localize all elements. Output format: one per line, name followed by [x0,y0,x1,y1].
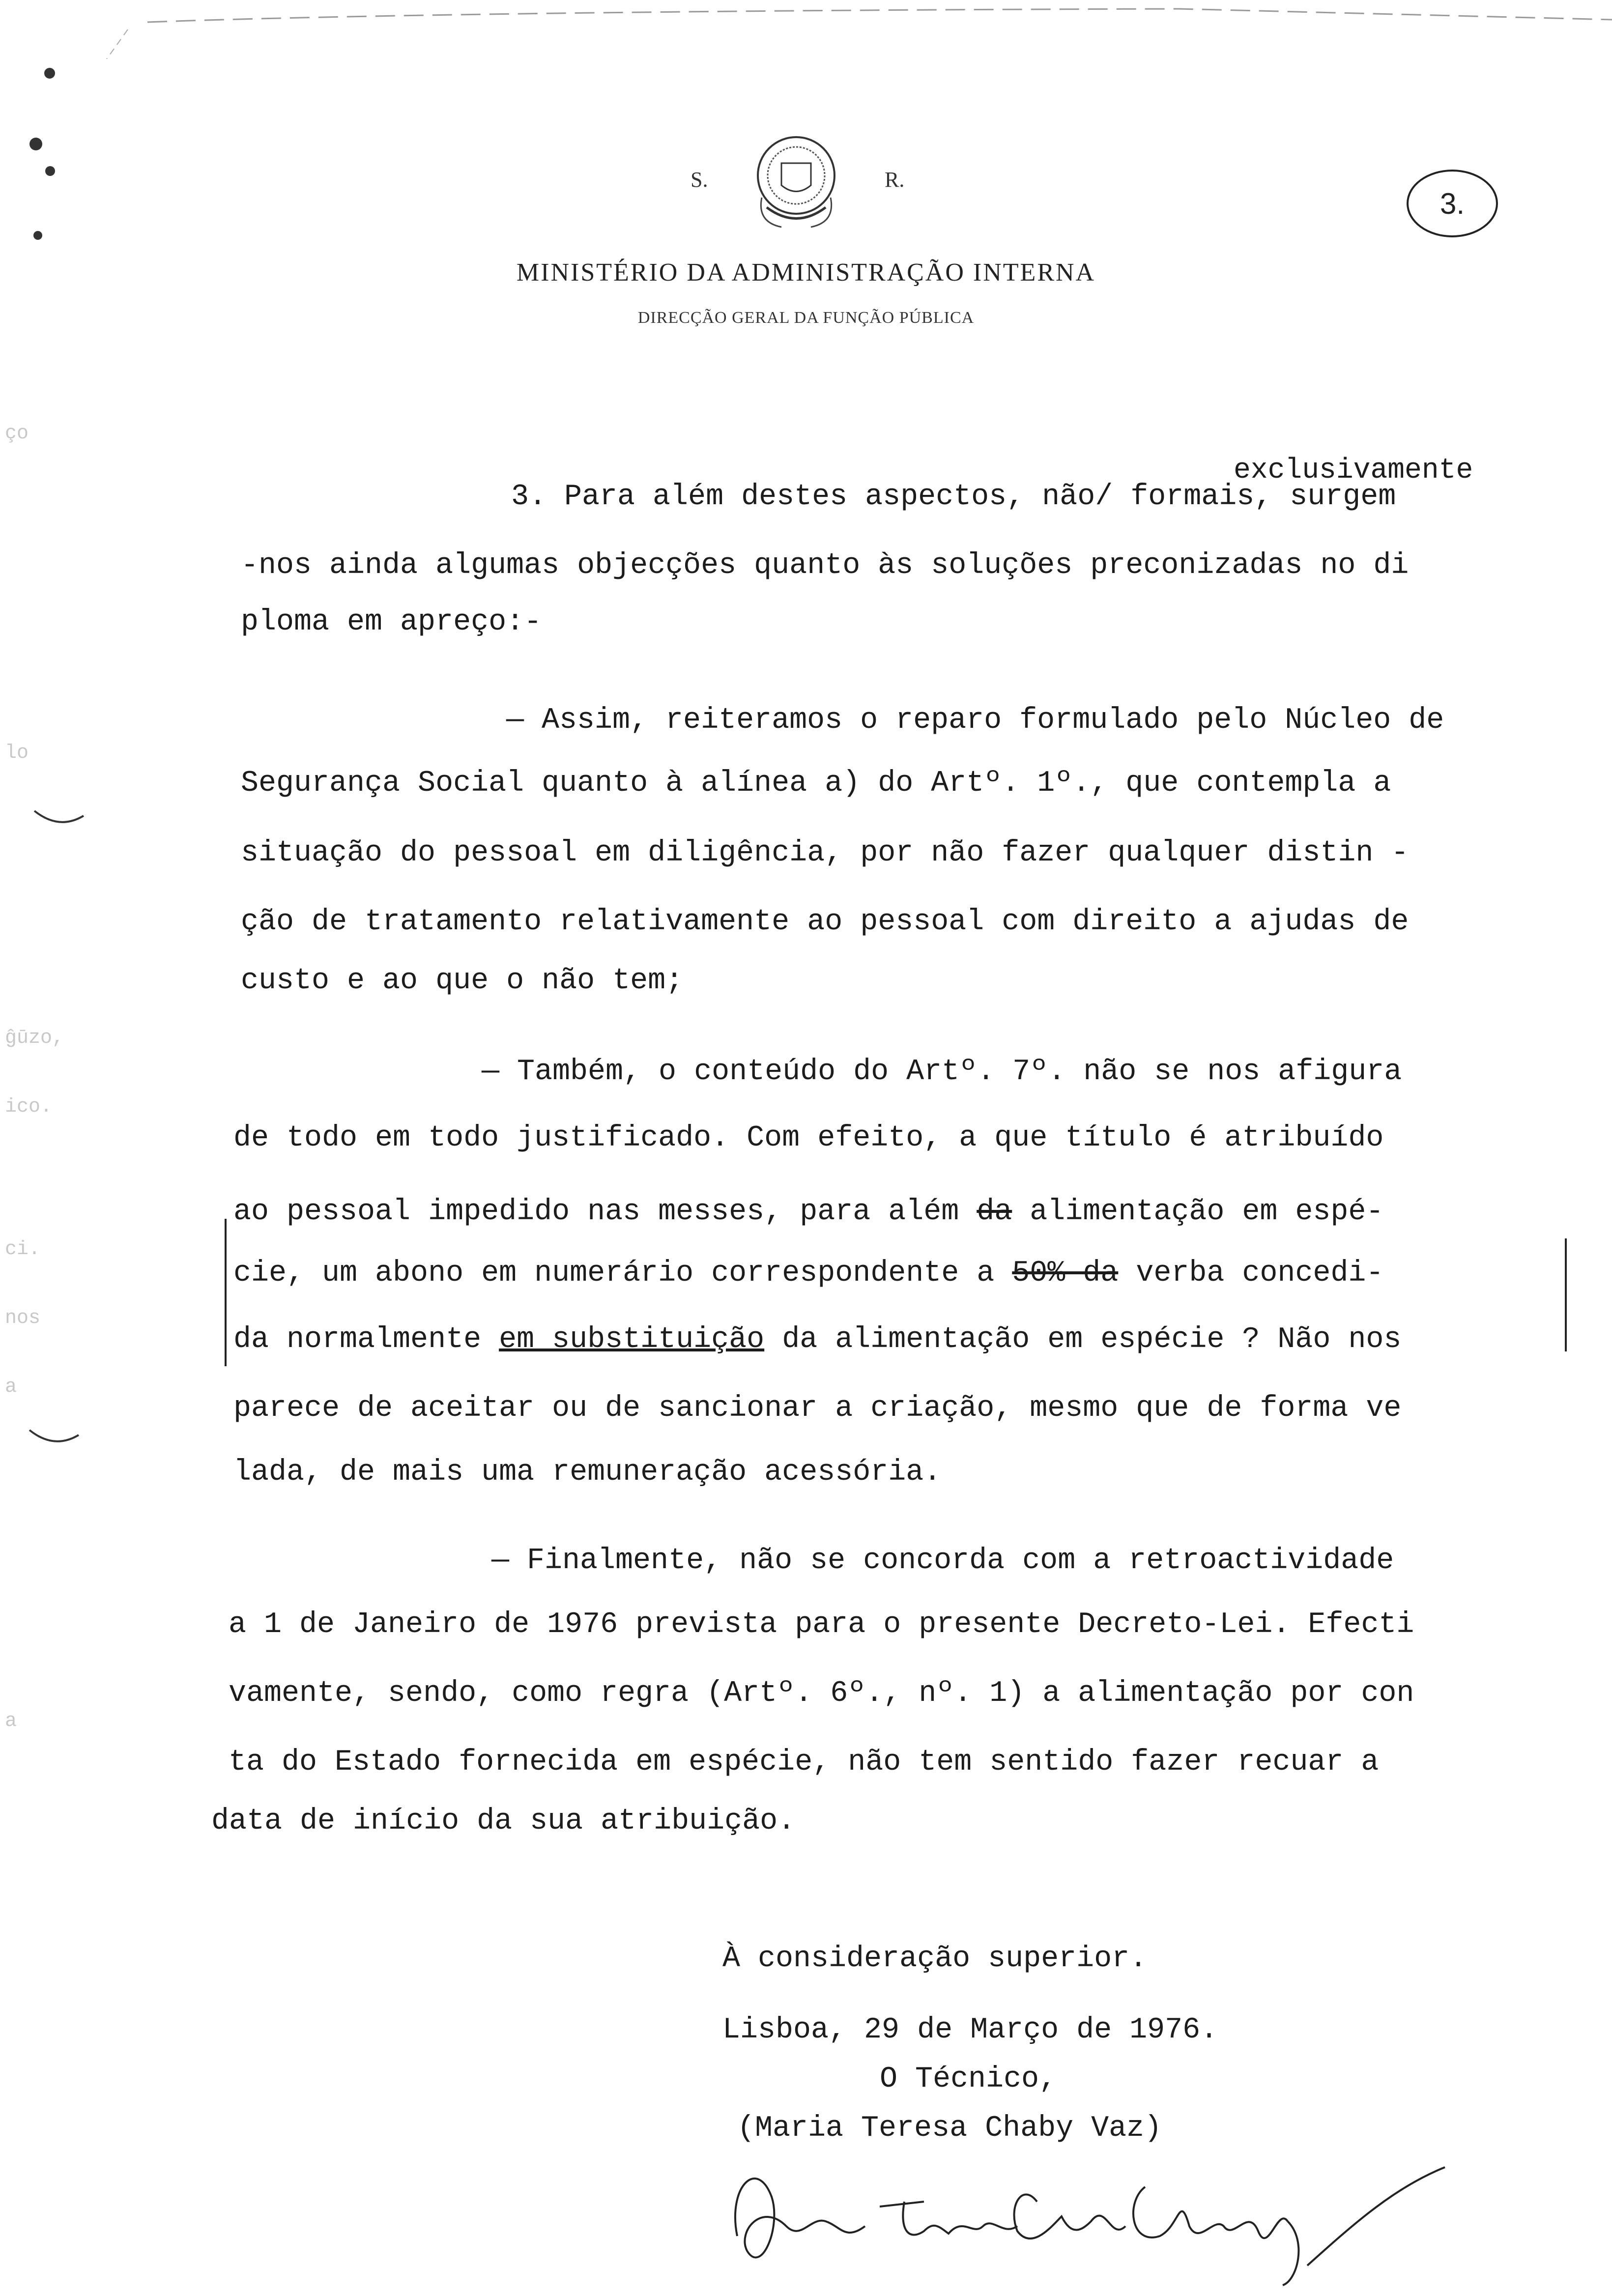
margin-fragment: a [5,1710,17,1732]
closing-place-date: Lisboa, 29 de Março de 1976. [722,2013,1218,2047]
line-text: cie, um abono em numerário correspondente a [233,1257,1012,1290]
scan-edge-artifact [0,0,1612,59]
body-line: lada, de mais uma remuneração acessória. [233,1456,942,1489]
margin-arc-mark [29,806,88,835]
body-line: data de início da sua atribuição. [211,1805,796,1838]
coat-of-arms-seal [747,129,845,242]
body-line [233,1322,1401,1357]
directorate-name: DIRECÇÃO GERAL DA FUNÇÃO PÚBLICA [637,309,975,327]
scan-speck [29,138,42,150]
body-line: a 1 de Janeiro de 1976 prevista para o presente Decreto-Lei. Efecti [229,1608,1414,1641]
ministry-name: MINISTÉRIO DA ADMINISTRAÇÃO INTERNA [516,258,1096,287]
body-line: -nos ainda algumas objecções quanto às soluções preconizadas no di [241,549,1409,582]
body-line: ção de tratamento relativamente ao pessoal com direito a ajudas de [241,905,1409,939]
margin-bracket-right [1565,1238,1567,1351]
body-line: — Assim, reiteramos o reparo formulado pelo Núcleo de [506,704,1444,737]
scan-speck [45,166,55,176]
interlinear-insertion: exclusivamente [1234,455,1473,487]
line-text: da alimentação em espécie ? Não nos [764,1323,1402,1356]
line-text: alimentação em espé- [1012,1195,1384,1229]
margin-fragment: ço [5,423,29,445]
margin-fragment: a [5,1376,17,1398]
body-line: — Também, o conteúdo do Artº. 7º. não se nos afigura [482,1055,1402,1089]
line-text: ao pessoal impedido nas messes, para além [233,1195,977,1229]
margin-arc-mark [25,1425,84,1455]
margin-fragment: lo [5,742,29,764]
body-line: Segurança Social quanto à alínea a) do Artº. 1º., que contempla a [241,767,1391,800]
body-line: vamente, sendo, como regra (Artº. 6º., nº. 1) a alimentação por con [229,1677,1414,1710]
body-line: — Finalmente, não se concorda com a retroactividade [491,1544,1394,1578]
line-text: verba concedi- [1118,1257,1384,1290]
margin-bracket-left [225,1219,227,1366]
body-line: situação do pessoal em diligência, por não fazer qualquer distin - [241,836,1409,870]
scan-speck [44,68,55,79]
body-line: parece de aceitar ou de sancionar a criação, mesmo que de forma ve [233,1392,1402,1425]
body-line [233,1194,1383,1230]
margin-fragment: ico. [5,1096,53,1118]
margin-fragment: nos [5,1307,41,1329]
letterhead-initial-r: R. [885,168,905,192]
closing-consideration: À consideração superior. [722,1942,1148,1976]
line-text: da normalmente [233,1323,499,1356]
margin-fragment: ĝūzo, [5,1027,64,1049]
letterhead-initial-s: S. [691,168,708,192]
closing-name: (Maria Teresa Chaby Vaz) [737,2112,1162,2145]
body-line: ta do Estado fornecida em espécie, não tem sentido fazer recuar a [229,1746,1379,1779]
underlined-text: em substituição [499,1323,765,1356]
body-line: ploma em apreço:- [241,605,542,639]
closing-role: O Técnico, [880,2063,1057,2096]
body-line: de todo em todo justificado. Com efeito, a que título é atribuído [233,1121,1384,1155]
struck-text: da [977,1195,1012,1229]
body-line: custo e ao que o não tem; [241,964,684,998]
handwritten-signature [718,2128,1455,2295]
page-number-circle: 3. [1407,170,1498,237]
body-line: 3. Para além destes aspectos, não/ formais, surgem [511,480,1396,514]
body-line [233,1256,1383,1291]
struck-text: 50% da [1012,1257,1119,1290]
margin-fragment: ci. [5,1238,41,1261]
scan-speck [33,231,42,240]
